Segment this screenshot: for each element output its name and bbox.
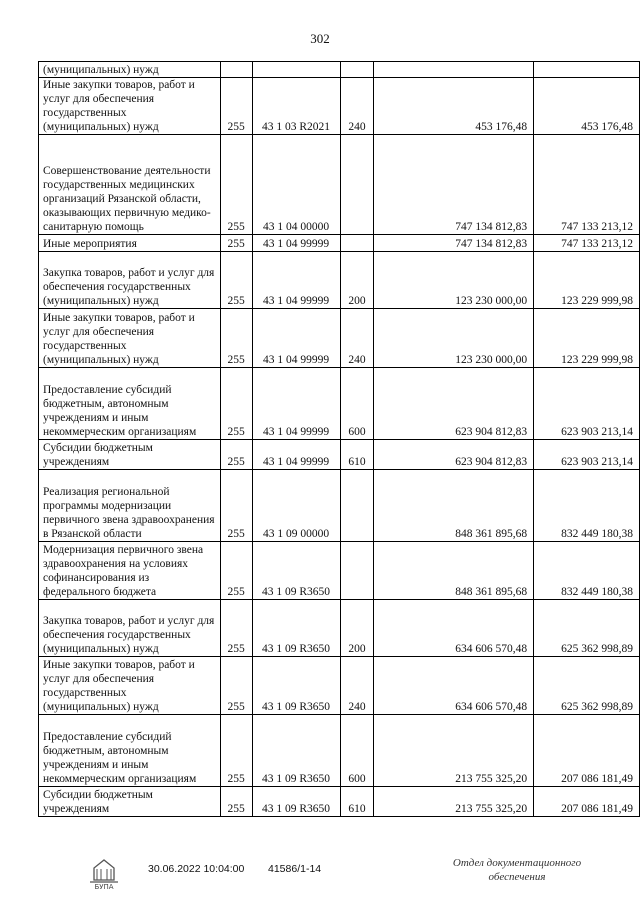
row-ved-code: 255 bbox=[220, 787, 252, 817]
table-row bbox=[39, 62, 640, 78]
row-name: Иные закупки товаров, работ и услуг для обеспечения государственных (муниципальных) нужд bbox=[39, 657, 221, 715]
row-ved-code: 255 bbox=[220, 235, 252, 252]
row-sum-second: 747 133 213,12 bbox=[534, 235, 640, 252]
row-vr-code: 600 bbox=[340, 715, 374, 787]
row-vr-code: 240 bbox=[340, 309, 374, 368]
row-name: Закупка товаров, работ и услуг для обеспечения государственных (муниципальных) нужд bbox=[39, 600, 221, 657]
row-csr-code: 43 1 04 99999 bbox=[252, 440, 340, 470]
row-ved-code: 255 bbox=[220, 600, 252, 657]
table-row bbox=[39, 78, 640, 135]
row-sum-first: 747 134 812,83 bbox=[374, 135, 534, 235]
row-vr-code: 610 bbox=[340, 787, 374, 817]
row-sum-second: 623 903 213,14 bbox=[534, 368, 640, 440]
row-sum-first: 848 361 895,68 bbox=[374, 470, 534, 542]
row-sum-first: 123 230 000,00 bbox=[374, 252, 534, 309]
registration-date: 30.06.2022 10:04:00 bbox=[148, 863, 245, 875]
row-name: Реализация региональной программы модернизации первичного звена здравоохранения в Рязанской области bbox=[39, 470, 221, 542]
row-sum-first: 634 606 570,48 bbox=[374, 657, 534, 715]
row-vr-code: 240 bbox=[340, 78, 374, 135]
row-csr-code: 43 1 03 R2021 bbox=[252, 78, 340, 135]
budget-table-body bbox=[39, 62, 640, 817]
footer bbox=[0, 850, 640, 900]
row-name: Совершенствование деятельности государственных медицинских организаций Рязанской области, оказывающих первичную медико-санитарную помощь bbox=[39, 135, 221, 235]
row-sum-second: 832 449 180,38 bbox=[534, 470, 640, 542]
department-line: обеспечения bbox=[488, 871, 546, 883]
row-vr-code bbox=[340, 470, 374, 542]
row-name: Модернизация первичного звена здравоохранения на условиях софинансирования из федерального бюджета bbox=[39, 542, 221, 600]
row-sum-second: 207 086 181,49 bbox=[534, 715, 640, 787]
row-csr-code: 43 1 09 00000 bbox=[252, 470, 340, 542]
table-row bbox=[39, 368, 640, 440]
row-sum-second bbox=[534, 62, 640, 78]
row-sum-first: 213 755 325,20 bbox=[374, 787, 534, 817]
row-sum-first: 623 904 812,83 bbox=[374, 368, 534, 440]
department-stamp bbox=[432, 856, 602, 884]
row-csr-code bbox=[252, 62, 340, 78]
row-csr-code: 43 1 04 99999 bbox=[252, 252, 340, 309]
document-number: 41586/1-14 bbox=[268, 863, 322, 875]
row-sum-first: 747 134 812,83 bbox=[374, 235, 534, 252]
row-ved-code: 255 bbox=[220, 542, 252, 600]
row-sum-first: 213 755 325,20 bbox=[374, 715, 534, 787]
row-ved-code: 255 bbox=[220, 440, 252, 470]
row-name: Иные мероприятия bbox=[39, 235, 221, 252]
row-sum-second: 832 449 180,38 bbox=[534, 542, 640, 600]
row-csr-code: 43 1 09 R3650 bbox=[252, 715, 340, 787]
row-ved-code: 255 bbox=[220, 368, 252, 440]
table-row bbox=[39, 470, 640, 542]
row-csr-code: 43 1 04 99999 bbox=[252, 368, 340, 440]
row-vr-code: 200 bbox=[340, 252, 374, 309]
table-row bbox=[39, 309, 640, 368]
row-sum-second: 123 229 999,98 bbox=[534, 309, 640, 368]
row-name: Субсидии бюджетным учреждениям bbox=[39, 787, 221, 817]
row-vr-code bbox=[340, 235, 374, 252]
row-sum-first: 453 176,48 bbox=[374, 78, 534, 135]
row-name: Закупка товаров, работ и услуг для обеспечения государственных (муниципальных) нужд bbox=[39, 252, 221, 309]
row-sum-first: 123 230 000,00 bbox=[374, 309, 534, 368]
table-row bbox=[39, 600, 640, 657]
row-sum-second: 207 086 181,49 bbox=[534, 787, 640, 817]
row-ved-code: 255 bbox=[220, 135, 252, 235]
table-row bbox=[39, 657, 640, 715]
row-ved-code: 255 bbox=[220, 470, 252, 542]
table-row bbox=[39, 252, 640, 309]
row-sum-first: 623 904 812,83 bbox=[374, 440, 534, 470]
row-name: Иные закупки товаров, работ и услуг для обеспечения государственных (муниципальных) нужд bbox=[39, 78, 221, 135]
row-csr-code: 43 1 09 R3650 bbox=[252, 542, 340, 600]
row-ved-code: 255 bbox=[220, 78, 252, 135]
row-csr-code: 43 1 04 99999 bbox=[252, 235, 340, 252]
logo-icon bbox=[86, 854, 122, 890]
table-row bbox=[39, 542, 640, 600]
row-sum-second: 625 362 998,89 bbox=[534, 600, 640, 657]
row-sum-first: 634 606 570,48 bbox=[374, 600, 534, 657]
table-row bbox=[39, 787, 640, 817]
row-ved-code: 255 bbox=[220, 657, 252, 715]
row-vr-code bbox=[340, 62, 374, 78]
row-sum-second: 453 176,48 bbox=[534, 78, 640, 135]
row-sum-first: 848 361 895,68 bbox=[374, 542, 534, 600]
row-csr-code: 43 1 04 00000 bbox=[252, 135, 340, 235]
row-name: (муниципальных) нужд bbox=[39, 62, 221, 78]
department-line: Отдел документационного bbox=[452, 857, 582, 869]
row-ved-code bbox=[220, 62, 252, 78]
row-sum-first bbox=[374, 62, 534, 78]
row-ved-code: 255 bbox=[220, 309, 252, 368]
row-csr-code: 43 1 09 R3650 bbox=[252, 600, 340, 657]
row-vr-code: 200 bbox=[340, 600, 374, 657]
row-vr-code: 600 bbox=[340, 368, 374, 440]
table-row bbox=[39, 235, 640, 252]
row-ved-code: 255 bbox=[220, 715, 252, 787]
row-sum-second: 625 362 998,89 bbox=[534, 657, 640, 715]
row-sum-second: 747 133 213,12 bbox=[534, 135, 640, 235]
row-csr-code: 43 1 04 99999 bbox=[252, 309, 340, 368]
row-vr-code bbox=[340, 135, 374, 235]
page-number: 302 bbox=[310, 31, 330, 46]
row-csr-code: 43 1 09 R3650 bbox=[252, 657, 340, 715]
row-sum-second: 123 229 999,98 bbox=[534, 252, 640, 309]
row-vr-code bbox=[340, 542, 374, 600]
row-vr-code: 610 bbox=[340, 440, 374, 470]
row-name: Предоставление субсидий бюджетным, автономным учреждениям и иным некоммерческим организациям bbox=[39, 715, 221, 787]
table-row bbox=[39, 440, 640, 470]
row-name: Предоставление субсидий бюджетным, автономным учреждениям и иным некоммерческим организациям bbox=[39, 368, 221, 440]
row-sum-second: 623 903 213,14 bbox=[534, 440, 640, 470]
row-ved-code: 255 bbox=[220, 252, 252, 309]
table-row bbox=[39, 715, 640, 787]
table-row bbox=[39, 135, 640, 235]
row-csr-code: 43 1 09 R3650 bbox=[252, 787, 340, 817]
row-name: Иные закупки товаров, работ и услуг для обеспечения государственных (муниципальных) нужд bbox=[39, 309, 221, 368]
row-vr-code: 240 bbox=[340, 657, 374, 715]
row-name: Субсидии бюджетным учреждениям bbox=[39, 440, 221, 470]
budget-table bbox=[38, 61, 640, 817]
svg-text:БУПА: БУПА bbox=[94, 883, 114, 890]
